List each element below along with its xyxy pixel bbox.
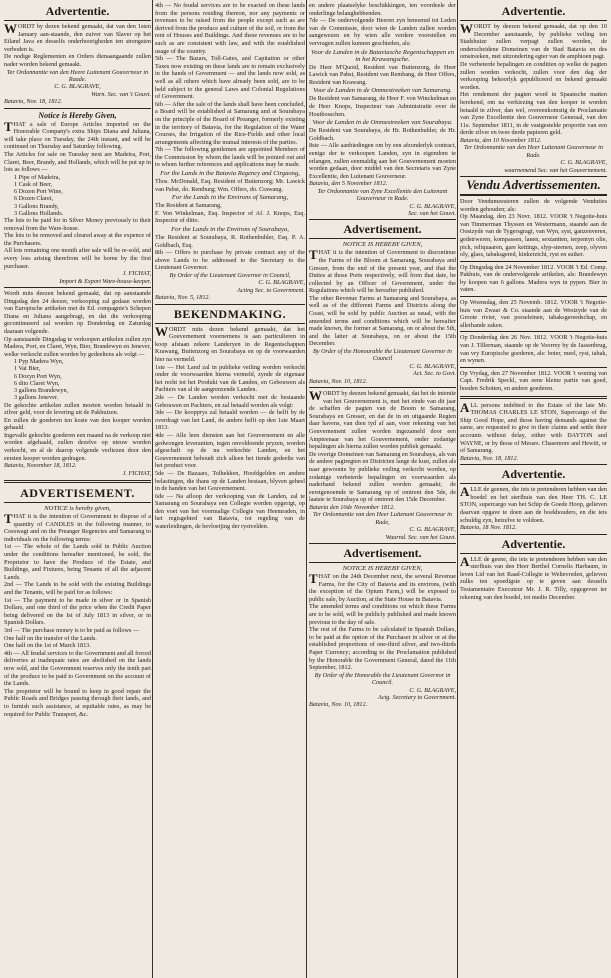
divider [460,331,607,332]
section-heading: For the Lands in the Environs of Sourabaya, [171,226,289,234]
advertentie-heading: Advertentie. [460,467,607,484]
notice-body: 2de — De Landen worden verkocht met de bestaande Gebouwen en Pachters, en zal betaald worden als volgt: [155,393,305,409]
signature: By Order of the Honourable the Lieutenant Governor in Council [313,348,452,363]
commission-names: De Resident van Sourabaya, de Hr. Rothenbuhler, de Hr. Goldbach. [309,127,456,142]
item-list [4,174,151,217]
signature-name: C. G. BLAGRAVE, [258,279,305,287]
notice-body: The lots to be removed and cleared away at the expence of the Purchasers. [4,232,151,247]
notice-date: Batavia, den 10 November 1812. [460,136,542,144]
signature-title: Acting Sec. to Government. [237,286,305,294]
advertisement-heading: Advertisement. [309,546,456,563]
divider [4,108,151,109]
notice-body: 4th — No feudal services are to be exacted on these lands from the persons residing thereon, nor any payments or revenues to be raised from the people except such as are derived from the produce and culture of the soil, or from the rent of Houses and Buildings. And these revenues are to be such as are consistent with law, and with the established usage of the country. [155,2,305,55]
notice-subheading: NOTICE IS HEREBY GIVEN, [342,241,423,249]
vendu-item: Op Maandag, den 23 Novr. 1812. VOOR 't Negotie-huis van Timmerman Thyssen en Westermann, staande aan de Oostzyde van de Tygersgragt, van Wyn, syst, ganzenveren, gedstrweren, kompassen, lanen, sextantten, terpentyn olie, pick, reliquaaren, gare kettings, slyp-steenen, zeep, olyven oly, glass, tabaksgered, kinkerzicht, ryst en suiker. [460,213,607,259]
notice-heading: Notice is Hereby Given, [38,110,117,120]
advertentie-heading: Advertentie. [460,537,607,554]
divider [309,387,456,388]
signature-name: C. G. BLAGRAVE, [54,83,101,91]
notice-body: 4th — All feudal services to the Government and all forced deliveries at inadequate rates are abolished on the lands now sold, and the Government reserves only the tenth part of the produce to be paid to Government on the account of the Lands. [4,649,151,688]
notice-body: Wordt mits deezen bekend gemaakt, dat op aanstaande Dingsdag den 24 deezer, verkooping zal gedaan worden van Europische artikelen met de Ed. compagnie's Schepen Diana en Juliana aangebragt, en dat die verkooping gecontinueerd zal worden op Donderdag en Zaturdag daaraan volgende. [4,289,151,335]
divider [309,219,456,220]
list-item: 1 Vat Bier, [14,365,41,373]
signature: Ter Ordonnantie van Zyne Excellentie den Luitenant Gouverneur in Rade. [317,187,448,203]
notice-body: 7de — De ondervolgende Heeren zyn benoemd tot Leden van de Commissie, door wien de Landen zullen worden aangewezen en by wien alle verdere voorstellen en vervragen zullen kunnen geschieden, als: [309,17,456,47]
notice-body: 3de — De koopprys zal betaald worden — de helft by de overdragt van het Land, de andere helft op den 1ste Maart 1813. [155,409,305,432]
signature: By Order of the Honorable the Lieutenant Governor in Council. [314,671,451,687]
signature-title: Sec. van het Gouvt. [408,209,456,217]
signature-name: J. FICHAT, [122,270,151,278]
list-item: 6 dito Claret Wyn, [14,379,60,387]
column-2 [155,2,305,976]
notice-body: ALLE de geene, die iets te pretenderen hebben van den sterfhuis van den Heer Berthel Cornelis Harbaum, in leven Lid van het Raad-Collegie te Weltevreden, gelieven zulks ten spoedigste op te geven aan desselfs Testamentaire Executeur Mr. J. R. Tilly, opgegeven ter rekening van den boedel, tot medio December. [460,553,607,601]
signature-title: Actg. Secretary to Government. [378,693,456,701]
list-item: 3 gallons Brandewyn, [14,387,69,395]
divider [460,534,607,535]
notice-body: All lots remaining one month after sale will be re-sold, and every loss arising therefrom will be borne by the first purchaser. [4,247,151,270]
signature: By Order of the Lieutenant Governor in Council, [169,272,291,279]
signature-title: Warn. Sec. van 't Gouvt. [91,90,151,98]
notice-body: 6th — After the sale of the lands shall have been concluded, a Board will be established at Samarang and at Sourabaya on the principle of the Board of Preanger, formerly existing in the territory of Batavia, for the Regulation of the Water Courses, the Irrigation of the Rice-Fields and other local arrangements affecting the mutual interests of the parties. [155,100,305,146]
notice-body: ALLE de geenen, die iets te pretenderen hebben van den boedel en het sterfhuis van den Heer TH. C. LE STON, supercargo van het Schip de Goede Hoop, gelieven daarvan opgave te doen aan de boekhouders, en die iets schuldig zyn, hetzelve te voldoen. [460,484,607,524]
divider [460,396,607,399]
notice-date: Batavia, Nov. 18, 1812. [4,98,63,106]
signature-name: C. G. BLAGRAVE, [409,686,456,694]
list-item: 1 Pipe of Madeira, [14,173,61,181]
notice-body: 5de — De Bazaars, Tolhekken, Hoofdgelden en andere belastingen, die thans op de Landen bestaan, blyven geheel in de handen van het Gouvernement. [155,469,305,493]
vendu-item: Op Woensdag, den 25 Novemb. 1812. VOOR 't Negotie-huis van Zwaar & Co. staande aan de Westzyde van de Groote rivier, van porseleinen, tabaksgereedschap, en allerhande zaken. [460,299,607,329]
signature-name: C. G. BLAGRAVE, [409,202,456,210]
notice-body: 5th — The Bazars, Toll-Gates, and Capitation or other Taxes now existing on these lands are to remain exclusively in the hands of Government — and the lands now sold, as well as all others which have already been sold, are to be held subject to the general Laws and Colonial Regulations of Government. [155,55,305,101]
divider [155,304,305,305]
list-item: 3 gallons Jenever. [14,394,59,402]
item-list [4,358,151,401]
notice-body: De gekochte artikelen zullen moeten worden betaald in zilver geld, voor de levering uit de Pakhuizen. [4,401,151,417]
notice-body: En zullen de goederen ten koste van den kooper worden gehaald. [4,416,151,432]
signature: Ter Ordonnantie van den Heer Luitenant Gouverneur in Rade. [464,144,603,159]
notice-date: Batavia, Nov. 18, 1812. [460,454,519,462]
signature-title: waarnemend Sec. van het Gouvernement. [504,166,607,174]
notice-subheading: NOTICE IS HEREBY GIVEN, [342,565,423,572]
list-item: 3 Gallons Hollands. [14,209,64,217]
divider [309,543,456,544]
notice-body: WORDT by deezen bekend gemaakt, dat het de intentie van het Gouvernement is, met het einde van dit jaar de schaffen de pagten van de Boom te Samarang, Sourabaya en Gresser, en dat de in en uitgaande Regten daar havens, van dien tyd af aan, voor rekening van het Gouvernement zullen worden ingezameld door een Ampteenaar van het Gouvernement, onder zodanige bepalingen als hierna zullen worden publiek gemaakt. [309,388,456,451]
notice-body: ALL persons indebted to the Estate of the late Mr. THOMAS CHARLES LE STON, Supercargo of the Ship Good Hope, and those having demands against the same, are requested to give in their claims and settle their accounts without delay, either with DAYTON and WAYNE, or by those of Messrs. Chasemore and Hewitt, or of Samarang. [460,399,607,455]
notice-body: THAT it is the intention of Government to dispose of a quantity of CANDLES in the following manner, to Coeswagt and on the Preanger Regencies and Samarang to individuals on the following terms: [4,511,151,543]
column-4 [460,2,607,976]
notice-body: 8ste — Alle aanbiedingen om by een afzonderlyk contract, eenige der te verkoopen Landen, zyn in eigendom te erlangen, zullen eenmaldig aan het Gouvernement moeten worden gedaan, door middel van den Secretaris van Zyne Excellentie, den Luitenant Gouverneur. [309,142,456,180]
notice-date: Batavia den 10de November 1812. [309,503,395,511]
notice-date: Batavia, Nov. 5, 1812. [155,294,211,302]
vendu-item: Op Vrydag, den 27 November 1812. VOOR 't woning van Capt. Fredrik Speckl, van eene kleine partie van goed, hoeden Schotten, en andere goederen. [460,369,607,392]
list-item: 6 Dozyn Port Wyn, [14,372,62,380]
commission-names: F. Von Winkelman, Esq. Inspector of Af. J. Knops, Esq. Inspector of ditto. [155,209,305,225]
notice-body: en andere plaatselyke beschikkingen, ten voordeele der onderlinge belanghebbenden. [309,2,456,17]
divider [4,480,151,483]
notice-date: Batavia, den 5 November 1812. [309,180,388,188]
notice-body: Ingevalle gekochte goederen een maand na de verkoop niet worden afgehaald, zullen dezelve op nieuw worden verkocht, en al de daarop volgende verliezen door den eersten kooper worden gedragen. [4,431,151,462]
column-rule [457,0,458,978]
commission-names: The Resident at Sourabaya, R. Rothenbuhler, Esq. P. A. Goldbach, Esq. [155,234,305,249]
notice-body: 1st — The payment to be made in silver or in Spanish Dollars, and one third of the price when the Credit Paper being delivered on the Ist of July 1813 in silver, or in Spanish Dollars. [4,596,151,627]
vendu-intro: Door Vendumeesteren zullen de volgende Venduties worden gehouden; als: [460,197,607,213]
notice-body: 2nd — The Lands to be sold with the existing Buildings and the Tenants, will be paid for as follows: [4,581,151,596]
notice-body: WORDT mits dezen bekend gemaakt, dat het Gouvernement voornemens is aan particulieren in koop afstaan zekere Landeryen in de Regentschappen Krawang, Buitenzorg en Sourabaya en op de voorwaarden hier na vermeld. [155,323,305,363]
notice-body: 1ste — Het Land zal in publieke veiling worden verkocht onder de voorwaarden hierna vermeld, zynde de eigenaar het recht tot het Produkt van de Landen, en Gebouwen als Pachters van al de aangrenzende Landen. [155,363,305,394]
vendu-heading: Vendu Advertissementen. [460,176,607,196]
list-item: 6 Dozen Claret, [14,195,54,203]
signature-name: C. G. BLAGRAVE, [560,159,607,167]
list-item: 3 Gallons Brandy, [14,202,59,210]
section-heading: Voor de Landen in de Ommestreeken van Samarang. [313,87,452,95]
notice-body: THAT a sale of Europe Articles imported on the Honorable Company's extra Ships Diana and Juliana, will take place on Tuesday, the 24th instant, and will be continued on Thursday and Saturday following. [4,118,151,151]
notice-body: One half on the 1st of March 1813. [4,642,91,650]
notice-body: De overige Domeinen van Samarang en Sourabaya, als van de andere pagtregten en Districten lange de kust, zullen als naar gewoonte by publieke veiling verkocht worden, op zodanige verbeterde bepalingen en voorwaarden als naderhand bekend zullen worden gemaakt; de eerstgenoemde te Samarang op of omtrent den 5de, de laatste te Sourabaya op of omtrent den 15de December. [309,450,456,504]
notice-body: Op aanstaande Dingsdag te verkoopen artikelen zullen zyn Madera, Port, en Claret, Wyn, Bier, Brandewyn en Jenever, welke verkocht zullen worden by gedeeltens als volgt — [4,335,151,358]
commission-names: The Resident at Samarang, [155,202,222,210]
notice-date: Batavia, Nov. 10, 1812. [309,701,368,709]
column-rule [152,0,153,978]
section-heading: For the Lands in the Batavia Regency and Cirgaong, [160,170,300,178]
commission-names: Thos. McDonald, Esq. Resident of Buitenzorg; Mr. Lawick van Pabst, do. Rentburg; Wm. Offers, do. Crawang. [155,178,305,193]
notice-body: Het rendement der pagten word in Spaansche matten berekend, om na verkiezing van den kooper te worden betaald in zilver, dan wel, overeenkomstig de Proclamatie van Zyne Excellentie den Gouverneur Generaal, van den 11e. September 1811, in de vastgestelde proportie van een derde zilver en twee derde papieren geld. [460,91,607,137]
notice-date: Batavia, November 18, 1812. [4,462,77,470]
notice-body: WORDT by dezen bekend gemaakt, dat van den 1sten January aan-staande, den zuiver van Slaver op het Eiland Java en desselfs onderhoorigheden ten strengsten verboden is. [4,21,151,53]
divider [4,287,151,288]
notice-body: De nodige Reglementen en Orders dienaangaande zullen nader worden bekend gemaakt. [4,53,151,68]
notice-body: 7th — The following gentlemen are appointed Members of the Commission by whom the lands will be pointed out and to whom further references and applications may be made. [155,146,305,169]
list-item: 1 Cask of Beer, [14,180,53,188]
notice-body: 6de — Na afloop der verkooping van de Landen, zal te Samarang en Sourabaya een Collegie worden opgerigt, op den voet van het voormalige Collegie van Heemraden, in het regtsgebied van Batavia, tot regeling van de waterleidingen, de bevloeijing der rystvelden. [155,492,305,531]
notice-body: THAT it is the intention of Government to discontinue the Farms of the Bloom at Samarang, Sourabaya and Gresser, from the end of the present year, and that the Duties at those Ports respectively, will from that date, be collected by an Officer of Government, under the Regulations which will be hereafter published. [309,247,456,295]
notice-body: The Articles for sale on Tuesday next are Madeira, Port, Claret, Beer, Brandy, and Hollands, which will be put up in lots as follows — [4,150,151,174]
notice-body: THAT on the 24th December next, the several Revenue Farms, for the City of Batavia and its environs, (with the exception of the Opium Farm,) will be exposed to public sale, by Auction, at the State House in Batavia. [309,571,456,603]
notice-body: 1st — The whole of the Lands sold in Public Auction under the conditions hereafter mentioned, be sold, the Proprietor to have the Produce of the Estate, and Buildings, and Fixtures, being Tenants of all the adjacent Lands. [4,543,151,581]
signature-name: C. G. BLAGRAVE, [409,526,456,534]
notice-body: The amended terms and conditions on which these Farms are to be sold, will be publicly published and made known previous to the day of sale. [309,603,456,626]
notice-body: The proprietor will be bound to keep in good repair the Public Roads and Bridges passing through their lands, and to furnish such assistance, at equitable rates, as may be required for Public Transport, &c. [4,687,151,718]
advertisement-heading: ADVERTISEMENT. [4,486,151,503]
notice-body: 8th — Offers to purchase by private contract any of the above Lands to be addressed to the Secretary to the Lieutenant Governor. [155,249,305,272]
bekendmaking-heading: BEKENDMAKING. [155,307,305,324]
notice-body: The lots to be paid for in Silver Money previously to their removal from the Ware-house. [4,216,151,232]
signature-title: Act. Sec. to Govt. [413,370,456,378]
advertentie-heading: Advertentie. [460,4,607,21]
signature-name: J. FICHAT, [122,469,151,477]
signature-title: Waarnd. Sec. van het Gouvt. [385,533,456,541]
commission-names: De Resident van Samarang, de Heer F. von Winckelman en de Heer Knops, Inspecteur van Administratie over de Houtbosschen. [309,95,456,118]
section-heading: Voor de Landen in de Bataviasche Regentschappen en in het Krawangsche. [310,48,454,63]
notice-body: De verbeterde bepalingen en conditien op welke de pagten zullen worden verkocht, zullen voor den dag der verkooping behoorlyk gepubliceerd en bekend gemaakt worden. [460,60,607,91]
divider [460,296,607,297]
notice-date: Batavia, 18 Nov. 1812. [460,524,517,532]
divider [460,367,607,368]
section-heading: For the Lands in the Environs of Samarang, [171,194,289,202]
column-rule [306,0,307,978]
section-heading: Voor de Landen in de Ommestreeken van Sourabaya. [312,119,453,127]
vendu-item: Op Donderdag den 26 Nov. 1812. VOOR 't Negotie-huis van J. Tillerman, staande op de Voorrey by de Jassenbrug, van vry Europische goederen, als: boter, meel, ryst, tabak, en wynen. [460,334,607,365]
divider [460,261,607,262]
notice-date: Batavia, Nov. 10, 1812. [309,377,368,385]
signature: Ter Ordonnantie van den Heer Luitenant Gouverneur in Rade, [313,511,452,526]
notice-body: WORDT by deezen bekend gemaakt, dat op den 10 December aanstaande, by publieke veiling ten Stadshuize zullen verpagt zullen worden, de onderscheidene Domeinen van de Stad Batavia en des omstreeken, met uitzondering egter van de amphioen pagt. [460,21,607,61]
notice-body: One half on the transfer of the Lands. [4,634,97,642]
signature-name: C. G. BLAGRAVE, [409,362,456,370]
notice-body: The rest of the Farms to be calculated in Spanish Dollars, to be paid at the option of the Purchaser in silver or at the established proportions of one-third silver, and two-thirds Paper Currency; according to the Proclamation published by the Honorable the Government General, dated the 11th September, 1812. [309,626,456,672]
column-3 [309,2,456,976]
list-item: 6 Dozen Port Wine, [14,188,63,196]
notice-body: The other Revenue Farms at Samarang and Sourabaya, as well as of the different Farms and Districts along the Coast, will be sold by public Auction as usual, with the amended terms and conditions which will be hereafter made known, the former at Samarang, on or about the 5th, and the latter at Sourabaya, on or about the 15th December. [309,294,456,348]
commission-names: De Heer M'Quoid, Resident van Buitenzorg, de Heer Lawick van Pabst, Resident van Rembang, de Heer Offers, Resident van Krawang. [309,63,456,86]
vendu-item: Op Dingsdag den 24 November 1812. VOOR 't Ed. Comp. Pakhuis, van de ondervolgende artikelen, als: Brandewyn by koopen van 6 gallons. Madera wyn in pypen. Bier in vaten. [460,263,607,294]
signature-title: Import & Export Ware-house-keeper. [59,277,151,285]
notice-body: 3rd — The purchase money is to be paid as follows — [4,626,140,634]
notice-body: 4de — Alle leen diensten aan het Gouvernement en alle gedwongen leverantien, tegen onvoldoende pryzen, worden afgeschaft op de nu verkochte Landen, en het Gouvernement behoudt zich alleen het tiende gedeelte van het product voor. [155,431,305,470]
signature: Ter Ordonnantie van den Heere Luitenant Gouverneur in Raade. [6,68,149,83]
list-item: 1 Pyp Madera Wyn, [14,358,64,366]
advertisement-heading: Advertisement. [309,222,456,239]
column-1 [4,2,151,976]
notice-subheading: NOTICE is hereby given, [44,505,111,513]
advertentie-heading: Advertentie. [4,4,151,21]
divider [460,464,607,465]
